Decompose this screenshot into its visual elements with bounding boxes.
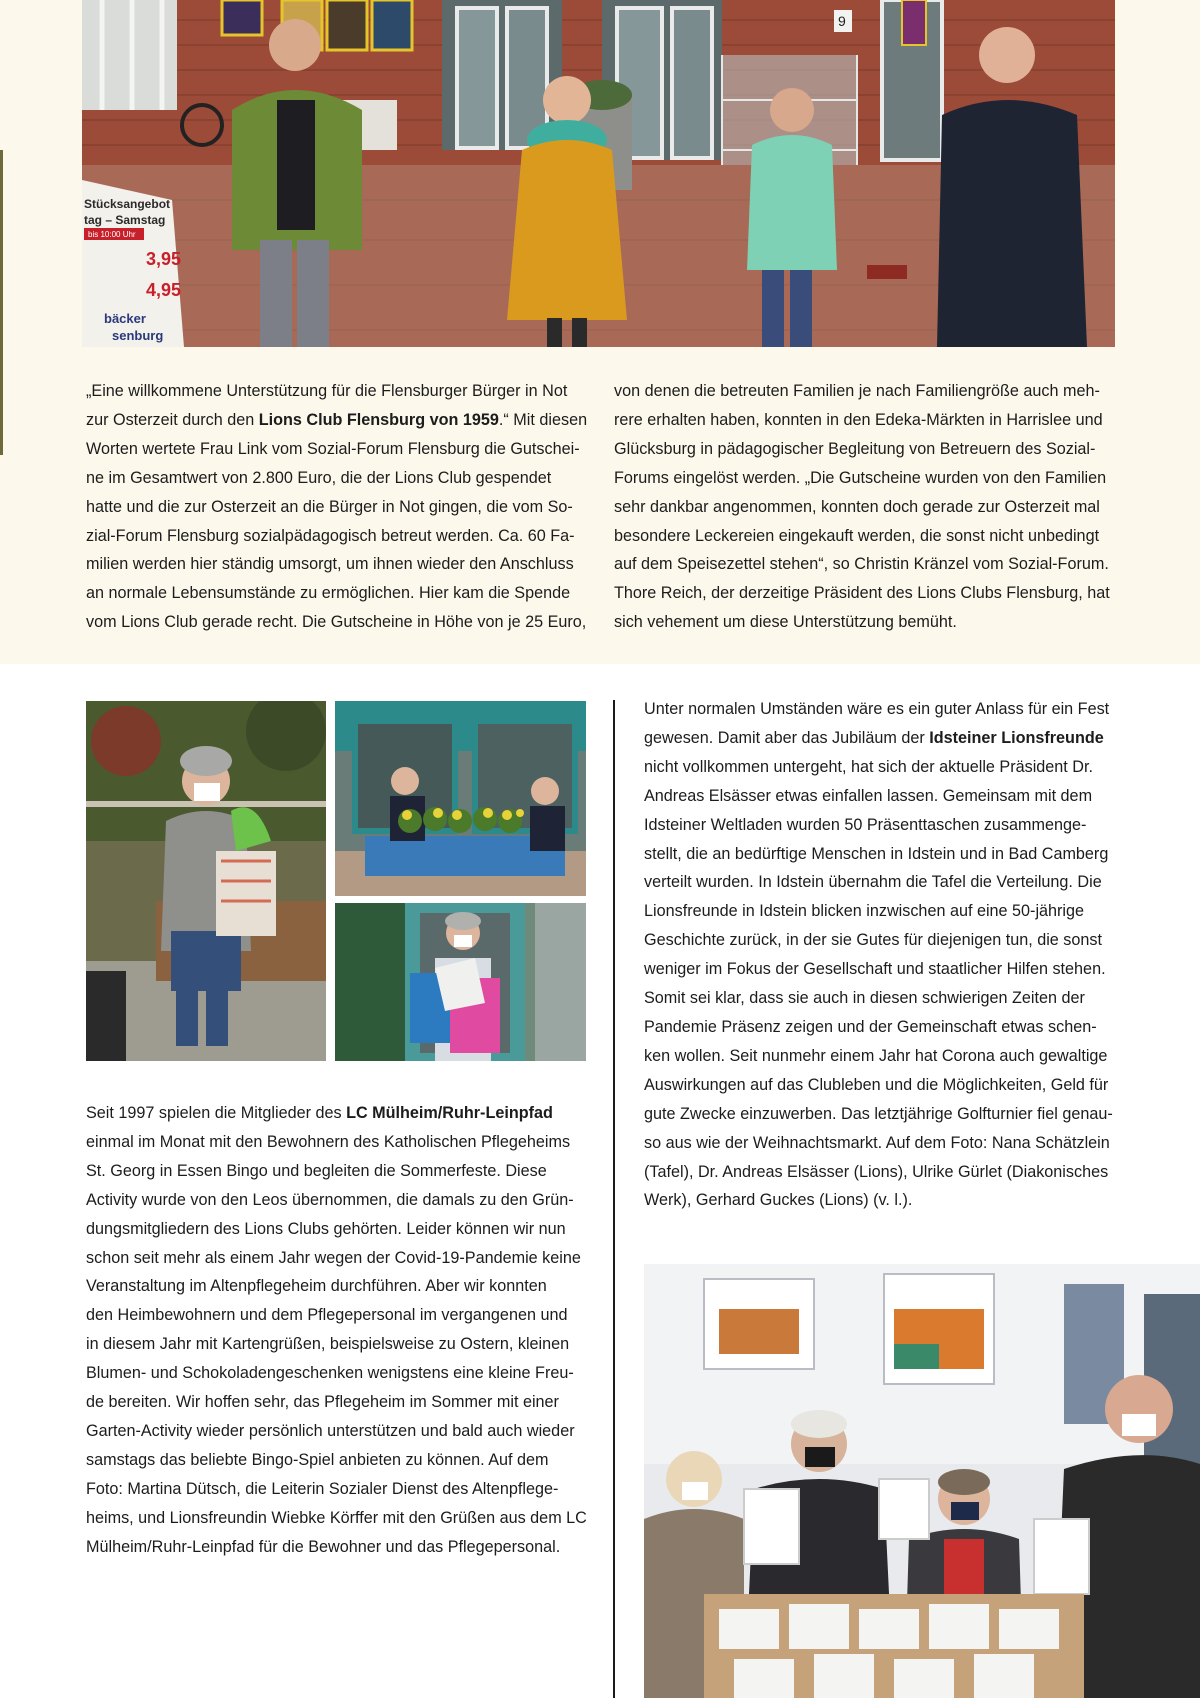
flensburg-group-photo <box>82 0 1115 347</box>
sign-bakery: bäcker <box>104 311 146 326</box>
column-divider <box>613 700 615 1698</box>
idstein-club-name: Idsteiner Lionsfreunde <box>929 728 1104 747</box>
idstein-group-photo <box>644 1264 1200 1698</box>
flensburg-text-intro: „Eine willkommene Unterstützung für die Flensburger Bürger in Not zur Osterzeit durch den <box>86 382 568 429</box>
sign-offer-line2: tag – Samstag <box>84 213 166 227</box>
sign-price-2: 4,95 <box>146 280 182 300</box>
flensburg-article-col2 <box>614 377 1124 637</box>
muelheim-text-rest: einmal im Monat mit den Bewohnern des Katholischen Pflegeheims St. Georg in Essen Bingo und begleiten die Sommerfeste. Diese Activity wurde von den Leos übernommen, die damals zu den Grün- dungsmitgliedern des Lions Clubs gehörten. Leider können wir nun schon seit mehr als einem Jahr wegen der Covid-19-Pandemie keine Veranstaltung im Altenpflegeheim durchführen. Aber wir konnten den Heimbewohnern und dem Pflegepersonal im vergangenen und in diesem Jahr mit Kartengrüßen, beispielsweise zu Ostern, kleinen Blumen- und Schokoladengeschenken wenigstens eine kleine Freu- de bereiten. Wir hoffen sehr, das Pflegeheim im Sommer mit einer Garten-Activity wieder persönlich unterstützen und bald auch wieder samstags das beliebte Bingo-Spiel anbieten zu können. Auf dem Foto: Martina Dütsch, die Leiterin Sozialer Dienst des Altenpflege- heims, und Lionsfreundin Wiebke Körffer mit den Grüßen aus dem LC Mülheim/Ruhr-Leinpfad für die Bewohner und das Pflegepersonal. <box>86 1132 587 1556</box>
door-number: 9 <box>838 13 846 29</box>
idstein-text-intro: Unter normalen Umständen wäre es ein guter Anlass für ein Fest gewesen. Damit aber das Jubiläum der <box>644 700 1110 747</box>
sign-price-1: 3,95 <box>146 249 182 269</box>
muelheim-photo-woman-bench <box>86 701 326 1061</box>
idstein-text-rest: nicht vollkommen untergeht, hat sich der aktuelle Präsident Dr. Andreas Elsässer etwas einfallen lassen. Gemeinsam mit dem Idsteiner Weltladen wurden 50 Präsenttaschen zusammenge- stellt, die an bedürftige Menschen in Idstein und in Bad Camberg verteilt wurden. In Idstein übernahm die Tafel die Verteilung. Die Lionsfreunde in Idstein blicken inzwischen auf eine 50-jährige Geschichte zurück, in der sie Gutes für diejenigen tun, die sonst weniger im Fokus der Gesellschaft und staatlicher Hilfen stehen. Somit sei klar, dass sie auch in diesen schwierigen Zeiten der Pandemie Präsenz zeigen und der Gemeinschaft etwas schen- ken wollen. Seit nunmehr einem Jahr hat Corona auch gewaltige Auswirkungen auf das Clubleben und die Möglichkeiten, Geld für gute Zwecke einzuwerben. Das letztjährige Golfturnier fiel genau- so aus wie der Weihnachtsmarkt. Auf dem Foto: Nana Schätzlein (Tafel), Dr. Andreas Elsässer (Lions), Ulrike Gürlet (Diakonisches Werk), Gerhard Guckes (Lions) (v. l.). <box>644 757 1113 1210</box>
flensburg-text-rest: .“ Mit diesen Worten wertete Frau Link vom Sozial-Forum Flensburg die Gutschei- ne im Gesamtwert von 2.800 Euro, die der Lions Club gespendet hatte und die zur Osterzeit an die Bürger in Not gingen, die vom So- zial-Forum Flensburg sozialpädagogisch betreut werden. Ca. 60 Fa- milien werden hier ständig umsorgt, um ihnen wieder den Anschluss an normale Lebensumstände zu ermöglichen. Hier kam die Spende vom Lions Club gerade recht. Die Gutscheine in Höhe von je 25 Euro, <box>86 410 588 632</box>
muelheim-photo-woman-gift <box>335 903 586 1061</box>
muelheim-text-intro: Seit 1997 spielen die Mitglieder des <box>86 1104 347 1122</box>
muelheim-club-name: LC Mülheim/Ruhr-Leinpfad <box>346 1104 553 1122</box>
idstein-article <box>644 695 1164 1215</box>
flensburg-text-col2: von denen die betreuten Familien je nach Familiengröße auch meh- rere erhalten haben, konnten in den Edeka-Märkten in Harrislee und Glücksburg in pädagogischer Begleitung von Betreuern des Sozial- Forums eingelöst werden. „Die Gutscheine wurden von den Familien sehr dankbar angenommen, konnten doch gerade zur Osterzeit mal besondere Leckereien eingekauft werden, die sonst nicht unbedingt auf dem Speisezettel stehen“, so Christin Kränzel vom Sozial-Forum. Thore Reich, der derzeitige Präsident des Lions Clubs Flensburg, hat sich vehement um diese Unterstützung bemüht. <box>614 382 1110 632</box>
sign-offer-line1: Stücksangebot <box>84 197 171 211</box>
sign-bakery-2: senburg <box>112 328 164 343</box>
flensburg-club-name: Lions Club Flensburg von 1959 <box>258 410 499 429</box>
flensburg-article-col1 <box>86 377 596 637</box>
sign-offer-time: bis 10:00 Uhr <box>88 230 136 239</box>
previous-page-edge <box>0 150 3 455</box>
muelheim-article <box>86 1099 596 1562</box>
muelheim-photo-plants <box>335 701 586 896</box>
